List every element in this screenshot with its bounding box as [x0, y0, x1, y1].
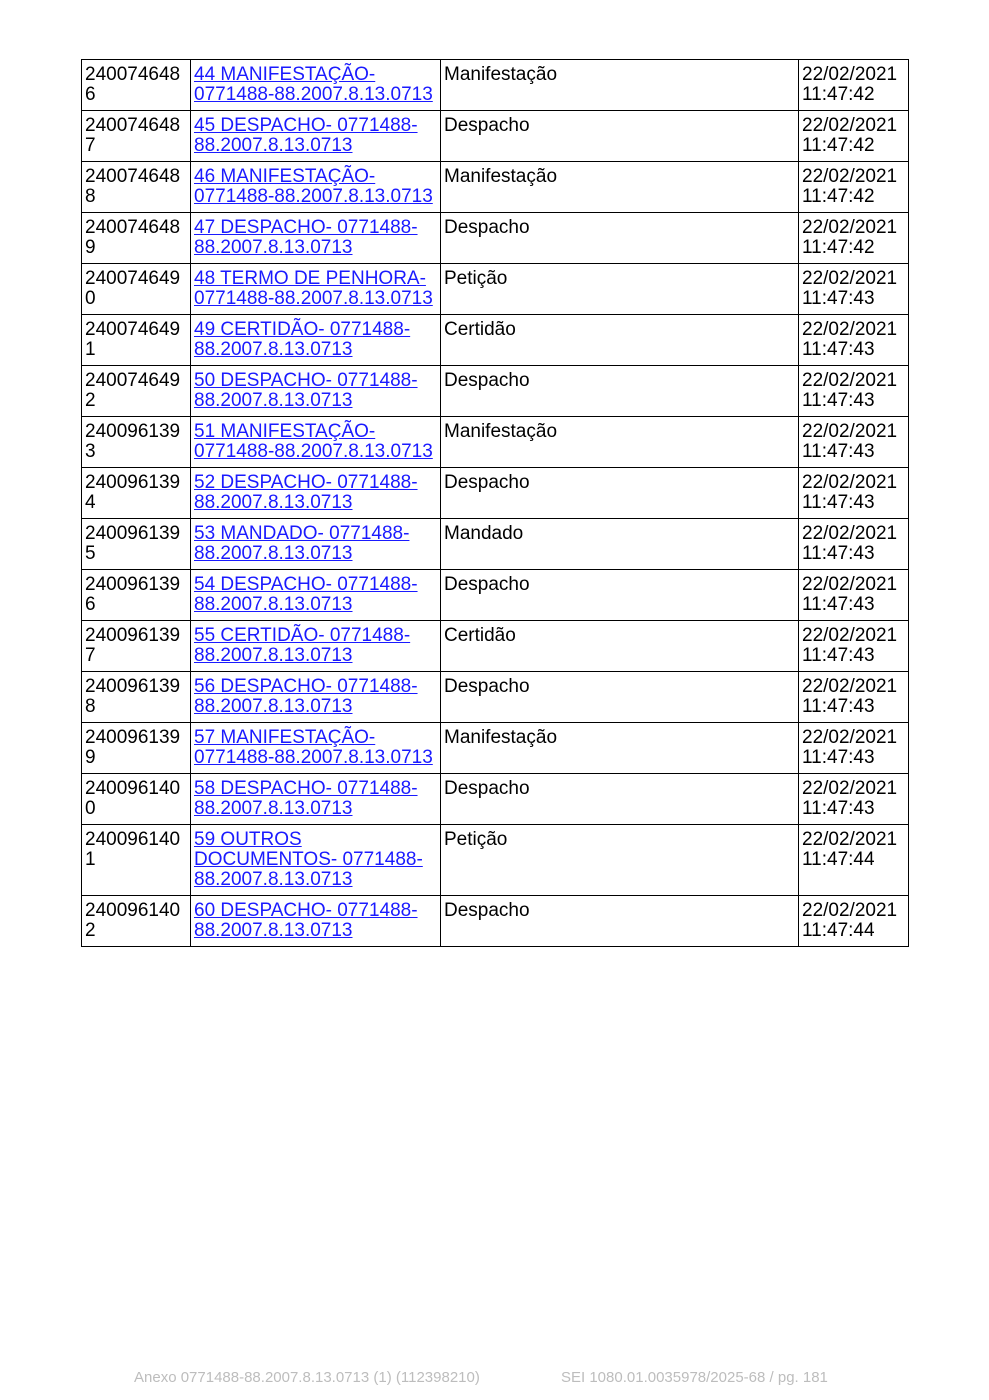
document-date: 22/02/2021: [802, 625, 898, 646]
document-type: Petição: [444, 829, 508, 850]
document-date: 22/02/2021: [802, 829, 898, 850]
document-type: Despacho: [444, 370, 530, 391]
table-row: [82, 366, 909, 417]
document-link-cell: [191, 213, 441, 264]
document-time: 11:47:43: [802, 798, 875, 819]
document-date: 22/02/2021: [802, 421, 898, 442]
document-id-cell: [82, 162, 191, 213]
footer-annex-reference: Anexo 0771488-88.2007.8.13.0713 (1) (112398210): [134, 1369, 480, 1386]
document-link[interactable]: 60 DESPACHO- 0771488-88.2007.8.13.0713: [194, 900, 418, 941]
document-link-cell: [191, 570, 441, 621]
document-link[interactable]: 46 MANIFESTAÇÃO- 0771488-88.2007.8.13.0713: [194, 166, 433, 207]
document-type-cell: [441, 60, 799, 111]
document-link-cell: [191, 111, 441, 162]
document-link-cell: [191, 468, 441, 519]
document-id: 2400961402: [85, 900, 181, 941]
document-datetime-cell: [799, 774, 909, 825]
document-datetime-cell: [799, 264, 909, 315]
document-date: 22/02/2021: [802, 900, 898, 921]
table-row: [82, 519, 909, 570]
document-link[interactable]: 50 DESPACHO- 0771488-88.2007.8.13.0713: [194, 370, 418, 411]
document-datetime-cell: [799, 366, 909, 417]
document-link[interactable]: 54 DESPACHO- 0771488-88.2007.8.13.0713: [194, 574, 418, 615]
table-row: [82, 672, 909, 723]
document-type: Manifestação: [444, 166, 558, 187]
document-id-cell: [82, 366, 191, 417]
document-id-cell: [82, 672, 191, 723]
document-id: 2400961395: [85, 523, 181, 564]
document-time: 11:47:43: [802, 288, 875, 309]
table-row: [82, 60, 909, 111]
document-type: Certidão: [444, 625, 516, 646]
document-type-cell: [441, 896, 799, 947]
document-link[interactable]: 59 OUTROS DOCUMENTOS- 0771488-88.2007.8.13.0713: [194, 829, 423, 890]
document-date: 22/02/2021: [802, 472, 898, 493]
table-row: [82, 162, 909, 213]
document-id: 2400961393: [85, 421, 181, 462]
document-id-cell: [82, 111, 191, 162]
document-datetime-cell: [799, 896, 909, 947]
document-link-cell: [191, 723, 441, 774]
document-link[interactable]: 57 MANIFESTAÇÃO- 0771488-88.2007.8.13.0713: [194, 727, 433, 768]
document-type-cell: [441, 672, 799, 723]
document-id-cell: [82, 519, 191, 570]
document-link[interactable]: 52 DESPACHO- 0771488-88.2007.8.13.0713: [194, 472, 418, 513]
document-link[interactable]: 48 TERMO DE PENHORA- 0771488-88.2007.8.13.0713: [194, 268, 433, 309]
document-id: 2400746487: [85, 115, 181, 156]
document-date: 22/02/2021: [802, 166, 898, 187]
document-time: 11:47:43: [802, 594, 875, 615]
document-type-cell: [441, 621, 799, 672]
document-link-cell: [191, 672, 441, 723]
document-id: 2400961400: [85, 778, 181, 819]
document-id-cell: [82, 315, 191, 366]
document-datetime-cell: [799, 723, 909, 774]
table-row: [82, 896, 909, 947]
document-time: 11:47:43: [802, 339, 875, 360]
document-link[interactable]: 55 CERTIDÃO- 0771488-88.2007.8.13.0713: [194, 625, 411, 666]
document-type-cell: [441, 825, 799, 896]
document-time: 11:47:43: [802, 543, 875, 564]
document-type-cell: [441, 774, 799, 825]
document-time: 11:47:44: [802, 849, 875, 870]
table-row: [82, 315, 909, 366]
document-date: 22/02/2021: [802, 574, 898, 595]
document-type: Despacho: [444, 778, 530, 799]
table-row: [82, 213, 909, 264]
document-time: 11:47:42: [802, 186, 875, 207]
document-id-cell: [82, 213, 191, 264]
document-date: 22/02/2021: [802, 370, 898, 391]
document-id-cell: [82, 621, 191, 672]
table-row: [82, 468, 909, 519]
table-row: [82, 621, 909, 672]
document-type: Manifestação: [444, 727, 558, 748]
document-link-cell: [191, 825, 441, 896]
document-time: 11:47:42: [802, 237, 875, 258]
document-time: 11:47:43: [802, 492, 875, 513]
document-datetime-cell: [799, 60, 909, 111]
document-id: 2400961394: [85, 472, 181, 513]
document-table: [81, 59, 909, 947]
table-row: [82, 723, 909, 774]
document-id-cell: [82, 417, 191, 468]
document-time: 11:47:43: [802, 696, 875, 717]
document-type: Manifestação: [444, 64, 558, 85]
document-datetime-cell: [799, 825, 909, 896]
document-date: 22/02/2021: [802, 523, 898, 544]
document-date: 22/02/2021: [802, 115, 898, 136]
document-time: 11:47:43: [802, 645, 875, 666]
document-link[interactable]: 51 MANIFESTAÇÃO- 0771488-88.2007.8.13.0713: [194, 421, 433, 462]
document-time: 11:47:43: [802, 747, 875, 768]
document-type-cell: [441, 519, 799, 570]
document-type: Despacho: [444, 472, 530, 493]
document-datetime-cell: [799, 519, 909, 570]
document-type: Despacho: [444, 115, 530, 136]
document-table-body: [82, 60, 909, 947]
document-type-cell: [441, 111, 799, 162]
document-id-cell: [82, 723, 191, 774]
document-date: 22/02/2021: [802, 676, 898, 697]
document-type-cell: [441, 417, 799, 468]
document-id: 2400746492: [85, 370, 181, 411]
document-id: 2400961401: [85, 829, 181, 870]
document-datetime-cell: [799, 672, 909, 723]
document-time: 11:47:43: [802, 441, 875, 462]
table-row: [82, 111, 909, 162]
document-datetime-cell: [799, 468, 909, 519]
document-id: 2400746490: [85, 268, 181, 309]
document-link[interactable]: 53 MANDADO- 0771488-88.2007.8.13.0713: [194, 523, 410, 564]
document-time: 11:47:44: [802, 920, 875, 941]
document-type-cell: [441, 468, 799, 519]
document-type-cell: [441, 366, 799, 417]
document-type-cell: [441, 723, 799, 774]
document-date: 22/02/2021: [802, 268, 898, 289]
document-link-cell: [191, 162, 441, 213]
document-type: Despacho: [444, 676, 530, 697]
document-id-cell: [82, 264, 191, 315]
document-datetime-cell: [799, 111, 909, 162]
document-id: 2400746491: [85, 319, 181, 360]
document-datetime-cell: [799, 417, 909, 468]
footer-sei-page-reference: SEI 1080.01.0035978/2025-68 / pg. 181: [561, 1369, 828, 1386]
document-id: 2400961396: [85, 574, 181, 615]
document-id-cell: [82, 468, 191, 519]
document-time: 11:47:42: [802, 135, 875, 156]
document-link-cell: [191, 60, 441, 111]
document-link[interactable]: 44 MANIFESTAÇÃO- 0771488-88.2007.8.13.0713: [194, 64, 433, 105]
table-row: [82, 774, 909, 825]
document-type: Manifestação: [444, 421, 558, 442]
document-type-cell: [441, 315, 799, 366]
document-date: 22/02/2021: [802, 727, 898, 748]
document-date: 22/02/2021: [802, 64, 898, 85]
document-datetime-cell: [799, 621, 909, 672]
document-id-cell: [82, 774, 191, 825]
document-id: 2400961398: [85, 676, 181, 717]
table-row: [82, 825, 909, 896]
document-link-cell: [191, 621, 441, 672]
document-type-cell: [441, 213, 799, 264]
document-type-cell: [441, 570, 799, 621]
document-type-cell: [441, 162, 799, 213]
table-row: [82, 417, 909, 468]
document-id-cell: [82, 825, 191, 896]
table-row: [82, 570, 909, 621]
document-id: 2400961399: [85, 727, 181, 768]
document-link-cell: [191, 417, 441, 468]
document-link-cell: [191, 366, 441, 417]
document-time: 11:47:42: [802, 84, 875, 105]
table-row: [82, 264, 909, 315]
document-id: 2400746486: [85, 64, 181, 105]
document-link[interactable]: 47 DESPACHO- 0771488-88.2007.8.13.0713: [194, 217, 418, 258]
document-date: 22/02/2021: [802, 217, 898, 238]
document-datetime-cell: [799, 315, 909, 366]
document-type-cell: [441, 264, 799, 315]
document-id: 2400961397: [85, 625, 181, 666]
document-datetime-cell: [799, 213, 909, 264]
document-id: 2400746489: [85, 217, 181, 258]
document-time: 11:47:43: [802, 390, 875, 411]
document-link[interactable]: 45 DESPACHO- 0771488-88.2007.8.13.0713: [194, 115, 418, 156]
document-type: Petição: [444, 268, 508, 289]
document-type: Mandado: [444, 523, 524, 544]
document-link-cell: [191, 896, 441, 947]
document-type: Certidão: [444, 319, 516, 340]
document-link-cell: [191, 264, 441, 315]
document-id-cell: [82, 570, 191, 621]
document-date: 22/02/2021: [802, 319, 898, 340]
document-link-cell: [191, 315, 441, 366]
document-datetime-cell: [799, 570, 909, 621]
document-type: Despacho: [444, 574, 530, 595]
document-id: 2400746488: [85, 166, 181, 207]
document-id-cell: [82, 896, 191, 947]
document-datetime-cell: [799, 162, 909, 213]
document-type: Despacho: [444, 217, 530, 238]
document-link[interactable]: 49 CERTIDÃO- 0771488-88.2007.8.13.0713: [194, 319, 411, 360]
document-link[interactable]: 56 DESPACHO- 0771488-88.2007.8.13.0713: [194, 676, 418, 717]
document-link-cell: [191, 774, 441, 825]
document-link-cell: [191, 519, 441, 570]
document-link[interactable]: 58 DESPACHO- 0771488-88.2007.8.13.0713: [194, 778, 418, 819]
document-id-cell: [82, 60, 191, 111]
document-type: Despacho: [444, 900, 530, 921]
document-date: 22/02/2021: [802, 778, 898, 799]
